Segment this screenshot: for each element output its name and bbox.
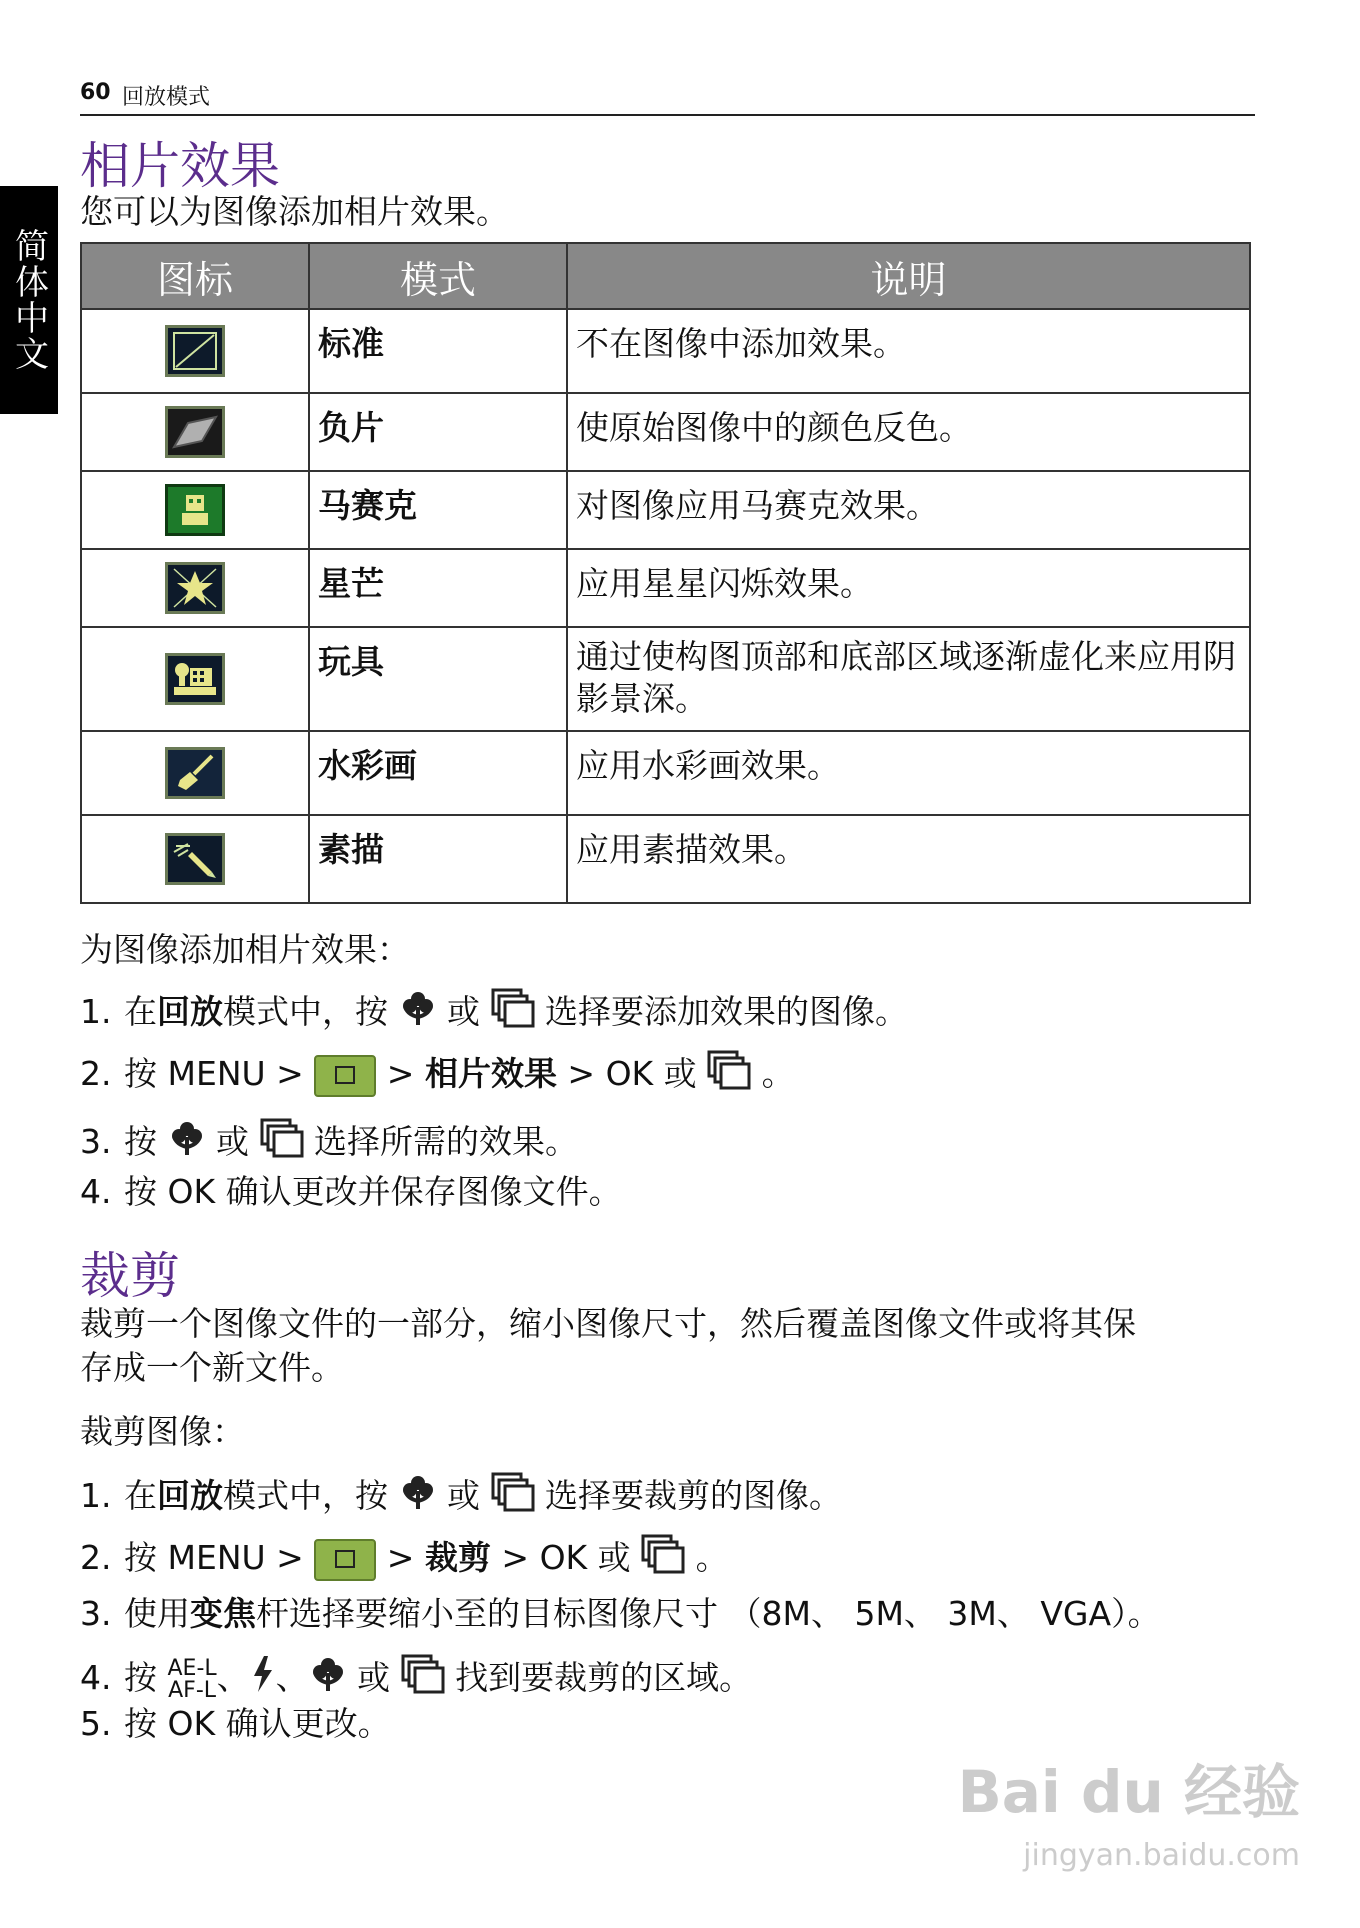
playback-menu-icon — [314, 1539, 376, 1581]
baidu-watermark — [958, 1760, 1300, 1888]
table-row — [81, 731, 1250, 815]
step-item: 1. 在回放模式中，按 或 选择要添加效果的图像。 — [80, 988, 908, 1039]
mode-description: 通过使构图顶部和底部区域逐渐虚化来应用阴影景深。 — [567, 627, 1250, 731]
language-tab: 简体中文 — [0, 186, 58, 414]
section-intro-crop-line2: 存成一个新文件。 — [80, 1348, 344, 1387]
table-row — [81, 309, 1250, 393]
mode-label: 星芒 — [309, 549, 567, 627]
normal-effect-icon — [165, 325, 225, 377]
mode-description: 不在图像中添加效果。 — [567, 309, 1250, 393]
column-header-mode: 模式 — [309, 243, 567, 309]
slideshow-frames-icon — [707, 1050, 751, 1101]
toy-effect-icon — [165, 653, 225, 705]
chapter-title: 回放模式 — [122, 85, 211, 110]
macro-flower-icon — [399, 1473, 437, 1522]
step-item: 1. 在回放模式中，按 或 选择要裁剪的图像。 — [80, 1472, 842, 1523]
step-item: 2. 按 MENU > > 裁剪 > OK 或 。 — [80, 1534, 729, 1585]
slideshow-frames-icon — [401, 1654, 445, 1705]
slideshow-frames-icon — [491, 988, 535, 1039]
table-row — [81, 815, 1250, 903]
step-item: 4. 按 AE-L AF-L 、 、 或 找到要裁剪的区域。 — [80, 1654, 752, 1705]
mode-label: 负片 — [309, 393, 567, 471]
mode-label: 马赛克 — [309, 471, 567, 549]
slideshow-frames-icon — [641, 1534, 685, 1585]
slideshow-frames-icon — [260, 1118, 304, 1169]
section-title-crop: 裁剪 — [80, 1247, 180, 1305]
section-intro-photo-effect: 您可以为图像添加相片效果。 — [80, 192, 509, 231]
section-intro-crop-line1: 裁剪一个图像文件的一部分，缩小图像尺寸，然后覆盖图像文件或将其保 — [80, 1304, 1136, 1343]
mode-label: 素描 — [309, 815, 567, 903]
mode-label: 水彩画 — [309, 731, 567, 815]
table-row — [81, 471, 1250, 549]
playback-menu-icon — [314, 1055, 376, 1097]
howto-crop: 裁剪图像： — [80, 1412, 245, 1451]
negative-effect-icon — [165, 406, 225, 458]
watermark-url: jingyan.baidu.com — [1023, 1838, 1300, 1873]
effects-table — [80, 242, 1251, 904]
table-header-row — [81, 243, 1250, 309]
mode-description: 应用水彩画效果。 — [567, 731, 1250, 815]
macro-flower-icon — [399, 989, 437, 1038]
table-row — [81, 393, 1250, 471]
step-item: 2. 按 MENU > > 相片效果 > OK 或 。 — [80, 1050, 795, 1101]
mode-description: 对图像应用马赛克效果。 — [567, 471, 1250, 549]
mode-label: 标准 — [309, 309, 567, 393]
slideshow-frames-icon — [491, 1472, 535, 1523]
column-header-icon: 图标 — [81, 243, 309, 309]
mosaic-effect-icon — [165, 484, 225, 536]
howto-photo-effect: 为图像添加相片效果： — [80, 930, 410, 969]
step-item: 5. 按 OK 确认更改。 — [80, 1704, 391, 1743]
page-number: 60 — [80, 80, 111, 105]
step-item: 3. 按 或 选择所需的效果。 — [80, 1118, 578, 1169]
ae-af-lock-icon: AE-L AF-L — [167, 1655, 217, 1703]
macro-flower-icon — [168, 1119, 206, 1168]
flash-icon — [250, 1654, 276, 1705]
macro-flower-icon — [309, 1655, 347, 1704]
mode-description: 使原始图像中的颜色反色。 — [567, 393, 1250, 471]
table-row — [81, 549, 1250, 627]
step-item: 4. 按 OK 确认更改并保存图像文件。 — [80, 1172, 622, 1211]
sketch-effect-icon — [165, 833, 225, 885]
table-row — [81, 627, 1250, 731]
star-effect-icon — [165, 562, 225, 614]
page-header — [80, 78, 1255, 116]
mode-label: 玩具 — [309, 627, 567, 731]
watercolor-effect-icon — [165, 747, 225, 799]
watermark-main: Bai du 经验 — [957, 1758, 1300, 1826]
mode-description: 应用素描效果。 — [567, 815, 1250, 903]
section-title-photo-effect: 相片效果 — [80, 137, 280, 195]
step-item: 3. 使用变焦杆选择要缩小至的目标图像尺寸 （8M、 5M、 3M、 VGA）。 — [80, 1594, 1161, 1633]
column-header-desc: 说明 — [567, 243, 1250, 309]
mode-description: 应用星星闪烁效果。 — [567, 549, 1250, 627]
